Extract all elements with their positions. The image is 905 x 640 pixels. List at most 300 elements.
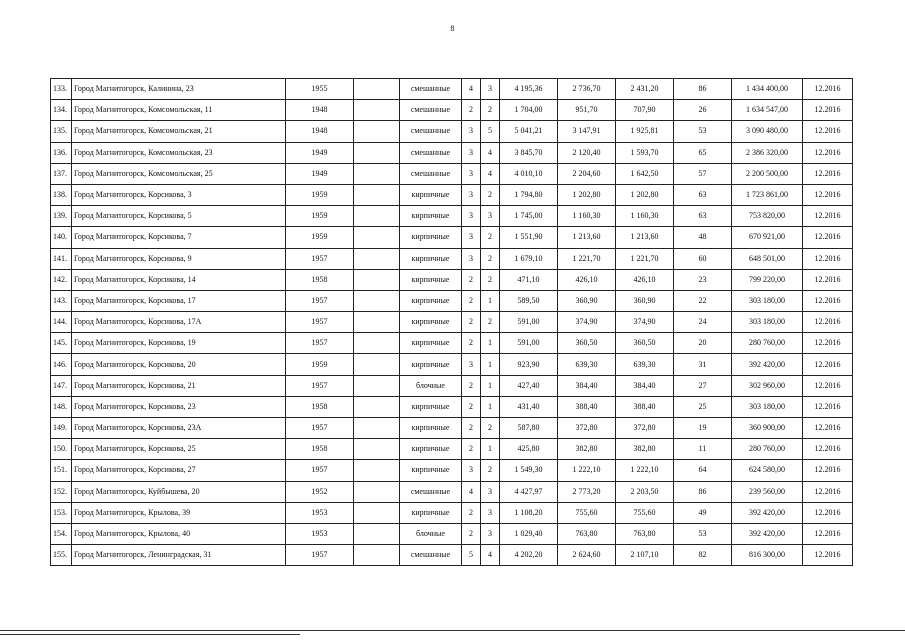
cell-wall-material: смешанные [400,121,462,142]
cell-area-residential: 1 222,10 [616,460,674,481]
table-row [51,375,853,396]
cell-empty [354,439,400,460]
cell-address: Город Магнитогорск, Корсикова, 14 [72,269,286,290]
cell-empty [354,375,400,396]
cell-number: 147. [51,375,72,396]
table-row [51,227,853,248]
cell-address: Город Магнитогорск, Корсикова, 23А [72,418,286,439]
cell-cost: 2 200 500,00 [732,163,803,184]
cell-address: Город Магнитогорск, Корсикова, 23 [72,396,286,417]
cell-residents: 86 [674,79,732,100]
cell-area-residential: 360,50 [616,333,674,354]
cell-address: Город Магнитогорск, Комсомольская, 21 [72,121,286,142]
table-row [51,418,853,439]
table-row [51,121,853,142]
cell-wall-material: кирпичные [400,269,462,290]
cell-wall-material: кирпичные [400,354,462,375]
cell-address: Город Магнитогорск, Комсомольская, 11 [72,100,286,121]
table-row [51,545,853,566]
cell-number: 139. [51,206,72,227]
cell-area-residential: 384,40 [616,375,674,396]
cell-year: 1959 [286,184,354,205]
cell-area-residential: 426,10 [616,269,674,290]
table-body [51,79,853,566]
cell-area-living: 388,40 [558,396,616,417]
cell-area-living: 384,40 [558,375,616,396]
cell-number: 144. [51,312,72,333]
cell-address: Город Магнитогорск, Корсикова, 21 [72,375,286,396]
cell-empty [354,481,400,502]
cell-address: Город Магнитогорск, Корсикова, 9 [72,248,286,269]
cell-cost: 816 300,00 [732,545,803,566]
cell-floors: 3 [462,206,481,227]
cell-entrances: 4 [481,163,500,184]
cell-entrances: 4 [481,142,500,163]
cell-number: 150. [51,439,72,460]
cell-empty [354,354,400,375]
cell-area-residential: 2 431,20 [616,79,674,100]
cell-floors: 3 [462,142,481,163]
table-row [51,439,853,460]
cell-residents: 63 [674,184,732,205]
cell-number: 151. [51,460,72,481]
cell-floors: 2 [462,523,481,544]
cell-area-residential: 2 107,10 [616,545,674,566]
cell-deadline: 12.2016 [803,523,853,544]
cell-cost: 1 634 547,00 [732,100,803,121]
cell-area-total: 427,40 [500,375,558,396]
cell-wall-material: кирпичные [400,290,462,311]
cell-area-total: 1 549,30 [500,460,558,481]
cell-floors: 3 [462,184,481,205]
cell-entrances: 3 [481,481,500,502]
cell-area-living: 374,90 [558,312,616,333]
cell-wall-material: смешанные [400,163,462,184]
cell-cost: 799 220,00 [732,269,803,290]
cell-floors: 2 [462,333,481,354]
cell-floors: 2 [462,439,481,460]
cell-floors: 2 [462,375,481,396]
cell-year: 1948 [286,100,354,121]
cell-area-living: 426,10 [558,269,616,290]
cell-wall-material: кирпичные [400,396,462,417]
cell-wall-material: кирпичные [400,312,462,333]
cell-residents: 64 [674,460,732,481]
table-row [51,163,853,184]
bottom-rule-short [0,634,300,635]
cell-cost: 303 180,00 [732,396,803,417]
cell-empty [354,333,400,354]
cell-area-living: 360,90 [558,290,616,311]
cell-empty [354,290,400,311]
cell-residents: 60 [674,248,732,269]
cell-deadline: 12.2016 [803,121,853,142]
cell-area-total: 4 010,10 [500,163,558,184]
cell-deadline: 12.2016 [803,227,853,248]
cell-address: Город Магнитогорск, Корсикова, 17 [72,290,286,311]
cell-residents: 22 [674,290,732,311]
cell-year: 1959 [286,227,354,248]
table-row [51,248,853,269]
cell-floors: 2 [462,100,481,121]
cell-area-residential: 388,40 [616,396,674,417]
cell-area-total: 1 108,20 [500,502,558,523]
table-row [51,333,853,354]
cell-address: Город Магнитогорск, Корсикова, 7 [72,227,286,248]
cell-area-living: 2 624,60 [558,545,616,566]
cell-entrances: 1 [481,333,500,354]
cell-address: Город Магнитогорск, Корсикова, 17А [72,312,286,333]
cell-cost: 648 501,00 [732,248,803,269]
cell-residents: 53 [674,523,732,544]
table-row [51,184,853,205]
cell-area-living: 1 222,10 [558,460,616,481]
cell-area-living: 755,60 [558,502,616,523]
cell-year: 1957 [286,460,354,481]
cell-address: Город Магнитогорск, Корсикова, 27 [72,460,286,481]
cell-address: Город Магнитогорск, Корсикова, 3 [72,184,286,205]
cell-cost: 1 723 861,00 [732,184,803,205]
cell-year: 1955 [286,79,354,100]
cell-number: 136. [51,142,72,163]
cell-area-total: 4 202,20 [500,545,558,566]
cell-entrances: 2 [481,460,500,481]
cell-number: 135. [51,121,72,142]
cell-area-residential: 1 593,70 [616,142,674,163]
table-row [51,523,853,544]
cell-wall-material: кирпичные [400,439,462,460]
cell-area-total: 1 551,90 [500,227,558,248]
table-row [51,312,853,333]
cell-entrances: 2 [481,418,500,439]
cell-area-living: 2 204,60 [558,163,616,184]
cell-empty [354,418,400,439]
cell-wall-material: кирпичные [400,418,462,439]
cell-number: 153. [51,502,72,523]
cell-address: Город Магнитогорск, Комсомольская, 23 [72,142,286,163]
cell-deadline: 12.2016 [803,333,853,354]
table-row [51,206,853,227]
cell-floors: 3 [462,460,481,481]
cell-empty [354,227,400,248]
cell-floors: 5 [462,545,481,566]
cell-deadline: 12.2016 [803,142,853,163]
cell-area-total: 587,80 [500,418,558,439]
cell-deadline: 12.2016 [803,290,853,311]
cell-area-total: 591,00 [500,312,558,333]
cell-floors: 2 [462,396,481,417]
cell-number: 134. [51,100,72,121]
cell-number: 155. [51,545,72,566]
cell-area-living: 1 160,30 [558,206,616,227]
cell-wall-material: смешанные [400,142,462,163]
cell-cost: 753 820,00 [732,206,803,227]
cell-area-residential: 372,80 [616,418,674,439]
cell-area-residential: 374,90 [616,312,674,333]
cell-residents: 20 [674,333,732,354]
cell-wall-material: кирпичные [400,227,462,248]
cell-area-residential: 1 160,30 [616,206,674,227]
cell-area-living: 2 120,40 [558,142,616,163]
cell-number: 149. [51,418,72,439]
cell-area-residential: 2 203,50 [616,481,674,502]
cell-entrances: 1 [481,439,500,460]
cell-residents: 27 [674,375,732,396]
cell-year: 1959 [286,206,354,227]
cell-cost: 624 580,00 [732,460,803,481]
cell-year: 1957 [286,375,354,396]
cell-residents: 48 [674,227,732,248]
cell-year: 1952 [286,481,354,502]
cell-residents: 26 [674,100,732,121]
cell-residents: 53 [674,121,732,142]
cell-residents: 19 [674,418,732,439]
cell-deadline: 12.2016 [803,312,853,333]
cell-floors: 3 [462,163,481,184]
cell-year: 1958 [286,396,354,417]
cell-wall-material: кирпичные [400,502,462,523]
cell-wall-material: смешанные [400,545,462,566]
cell-year: 1957 [286,312,354,333]
cell-empty [354,396,400,417]
cell-floors: 2 [462,312,481,333]
cell-deadline: 12.2016 [803,354,853,375]
cell-cost: 392 420,00 [732,523,803,544]
cell-number: 146. [51,354,72,375]
cell-cost: 302 960,00 [732,375,803,396]
cell-cost: 670 921,00 [732,227,803,248]
cell-residents: 25 [674,396,732,417]
cell-year: 1957 [286,248,354,269]
cell-residents: 65 [674,142,732,163]
cell-area-living: 1 202,80 [558,184,616,205]
cell-floors: 3 [462,121,481,142]
cell-area-living: 360,50 [558,333,616,354]
cell-area-total: 1 794,80 [500,184,558,205]
cell-area-residential: 639,30 [616,354,674,375]
cell-entrances: 4 [481,545,500,566]
cell-entrances: 3 [481,502,500,523]
cell-deadline: 12.2016 [803,184,853,205]
cell-empty [354,206,400,227]
cell-area-total: 591,00 [500,333,558,354]
page-number: 8 [450,24,455,33]
cell-area-residential: 1 221,70 [616,248,674,269]
cell-deadline: 12.2016 [803,481,853,502]
cell-area-residential: 1 202,80 [616,184,674,205]
cell-entrances: 1 [481,396,500,417]
cell-entrances: 2 [481,312,500,333]
cell-number: 152. [51,481,72,502]
cell-wall-material: кирпичные [400,184,462,205]
cell-year: 1957 [286,545,354,566]
cell-entrances: 1 [481,290,500,311]
table-row [51,269,853,290]
cell-address: Город Магнитогорск, Калинина, 23 [72,79,286,100]
table-row [51,396,853,417]
cell-cost: 1 434 400,00 [732,79,803,100]
cell-area-residential: 763,80 [616,523,674,544]
cell-area-total: 5 041,21 [500,121,558,142]
cell-area-living: 3 147,91 [558,121,616,142]
cell-residents: 11 [674,439,732,460]
cell-entrances: 2 [481,269,500,290]
cell-residents: 63 [674,206,732,227]
cell-wall-material: смешанные [400,481,462,502]
cell-area-residential: 1 925,81 [616,121,674,142]
cell-number: 148. [51,396,72,417]
cell-number: 133. [51,79,72,100]
cell-entrances: 2 [481,227,500,248]
cell-area-total: 1 745,00 [500,206,558,227]
cell-address: Город Магнитогорск, Куйбышева, 20 [72,481,286,502]
cell-residents: 31 [674,354,732,375]
cell-wall-material: блочные [400,375,462,396]
cell-area-total: 425,80 [500,439,558,460]
cell-number: 154. [51,523,72,544]
cell-area-total: 471,10 [500,269,558,290]
cell-cost: 360 900,00 [732,418,803,439]
cell-area-living: 763,80 [558,523,616,544]
cell-cost: 280 760,00 [732,333,803,354]
cell-empty [354,163,400,184]
cell-entrances: 2 [481,184,500,205]
cell-number: 143. [51,290,72,311]
cell-year: 1953 [286,523,354,544]
cell-empty [354,545,400,566]
cell-area-living: 2 773,20 [558,481,616,502]
cell-year: 1958 [286,439,354,460]
cell-address: Город Магнитогорск, Корсикова, 25 [72,439,286,460]
cell-address: Город Магнитогорск, Крылова, 39 [72,502,286,523]
cell-deadline: 12.2016 [803,206,853,227]
cell-deadline: 12.2016 [803,418,853,439]
table-row [51,354,853,375]
cell-year: 1959 [286,354,354,375]
table-row [51,290,853,311]
cell-area-residential: 1 213,60 [616,227,674,248]
cell-deadline: 12.2016 [803,163,853,184]
cell-address: Город Магнитогорск, Крылова, 40 [72,523,286,544]
cell-cost: 3 090 480,00 [732,121,803,142]
cell-year: 1949 [286,163,354,184]
cell-area-total: 4 427,97 [500,481,558,502]
cell-entrances: 1 [481,375,500,396]
housing-registry-table [50,78,853,566]
cell-deadline: 12.2016 [803,248,853,269]
cell-empty [354,269,400,290]
cell-area-residential: 1 642,50 [616,163,674,184]
cell-area-residential: 755,60 [616,502,674,523]
cell-area-living: 1 221,70 [558,248,616,269]
cell-number: 140. [51,227,72,248]
cell-area-total: 431,40 [500,396,558,417]
cell-number: 137. [51,163,72,184]
cell-empty [354,100,400,121]
cell-deadline: 12.2016 [803,269,853,290]
cell-address: Город Магнитогорск, Корсикова, 19 [72,333,286,354]
cell-address: Город Магнитогорск, Корсикова, 5 [72,206,286,227]
cell-area-living: 2 736,70 [558,79,616,100]
cell-year: 1957 [286,290,354,311]
cell-deadline: 12.2016 [803,79,853,100]
cell-floors: 3 [462,248,481,269]
cell-cost: 303 180,00 [732,290,803,311]
cell-floors: 4 [462,79,481,100]
cell-area-total: 1 679,10 [500,248,558,269]
cell-area-living: 382,80 [558,439,616,460]
cell-number: 142. [51,269,72,290]
cell-entrances: 1 [481,354,500,375]
cell-floors: 3 [462,354,481,375]
cell-floors: 2 [462,502,481,523]
cell-deadline: 12.2016 [803,545,853,566]
cell-wall-material: кирпичные [400,333,462,354]
cell-floors: 3 [462,227,481,248]
cell-wall-material: кирпичные [400,206,462,227]
table-row [51,100,853,121]
cell-wall-material: кирпичные [400,248,462,269]
cell-cost: 239 560,00 [732,481,803,502]
table-row [51,142,853,163]
cell-residents: 23 [674,269,732,290]
cell-area-total: 923,90 [500,354,558,375]
cell-area-living: 639,30 [558,354,616,375]
cell-address: Город Магнитогорск, Корсикова, 20 [72,354,286,375]
cell-entrances: 3 [481,523,500,544]
cell-area-total: 3 845,70 [500,142,558,163]
cell-area-living: 951,70 [558,100,616,121]
cell-empty [354,460,400,481]
bottom-rule [0,630,905,631]
cell-floors: 2 [462,290,481,311]
cell-deadline: 12.2016 [803,100,853,121]
table-row [51,79,853,100]
cell-entrances: 3 [481,79,500,100]
cell-cost: 280 760,00 [732,439,803,460]
cell-empty [354,312,400,333]
cell-wall-material: блочные [400,523,462,544]
cell-deadline: 12.2016 [803,375,853,396]
cell-deadline: 12.2016 [803,460,853,481]
cell-area-total: 1 704,00 [500,100,558,121]
cell-area-total: 589,50 [500,290,558,311]
cell-year: 1957 [286,333,354,354]
cell-empty [354,79,400,100]
cell-area-total: 4 195,36 [500,79,558,100]
cell-area-residential: 382,80 [616,439,674,460]
cell-area-total: 1 029,40 [500,523,558,544]
cell-entrances: 5 [481,121,500,142]
cell-year: 1948 [286,121,354,142]
cell-address: Город Магнитогорск, Комсомольская, 25 [72,163,286,184]
cell-cost: 392 420,00 [732,354,803,375]
cell-wall-material: смешанные [400,79,462,100]
cell-floors: 2 [462,418,481,439]
cell-empty [354,142,400,163]
cell-area-residential: 707,90 [616,100,674,121]
cell-cost: 2 386 320,00 [732,142,803,163]
cell-address: Город Магнитогорск, Ленинградская, 31 [72,545,286,566]
cell-number: 141. [51,248,72,269]
cell-cost: 392 420,00 [732,502,803,523]
cell-entrances: 2 [481,248,500,269]
cell-empty [354,121,400,142]
cell-area-living: 1 213,60 [558,227,616,248]
cell-entrances: 3 [481,206,500,227]
cell-empty [354,248,400,269]
cell-floors: 4 [462,481,481,502]
